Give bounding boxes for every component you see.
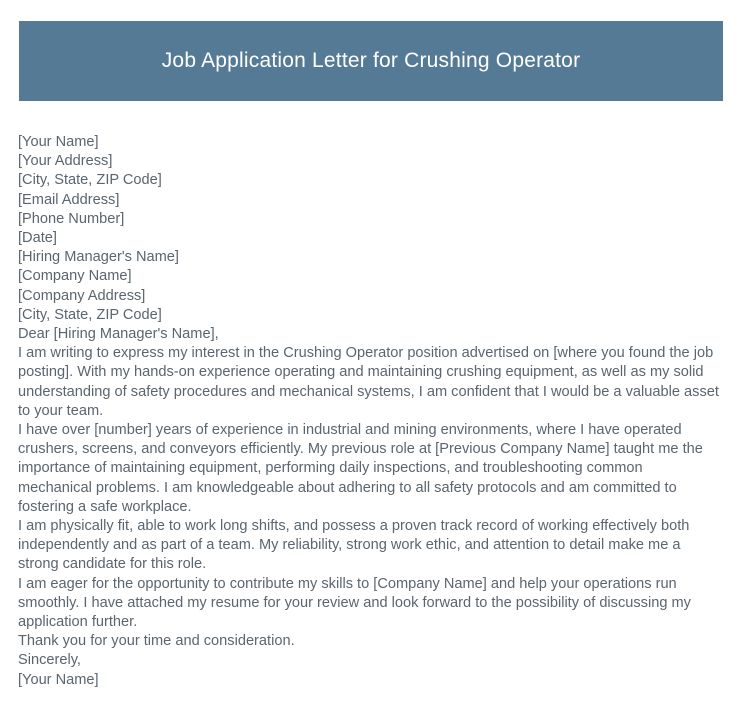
body-paragraph-1: I am writing to express my interest in the Crushing Operator position advertised on [where you found the job posting]. With my hands-on experience operating and maintaining crushing equipment, as well as my solid understanding of safety procedures and mechanical systems, I am confident that I would be a valuable asset to your team.	[18, 345, 719, 419]
recipient-line-company-address: [Company Address]	[18, 287, 146, 304]
body-paragraph-3: I am physically fit, able to work long shifts, and possess a proven track record of working effectively both independently and as part of a team. My reliability, strong work ethic, and attention to detail make me a strong candidate for this role.	[18, 518, 690, 573]
sender-line-phone: [Phone Number]	[18, 210, 125, 227]
signature-name: [Your Name]	[18, 671, 99, 688]
sender-line-city-state-zip: [City, State, ZIP Code]	[18, 172, 162, 189]
sender-line-name: [Your Name]	[18, 134, 99, 150]
recipient-address-block	[18, 248, 720, 325]
sender-line-date: [Date]	[18, 230, 57, 247]
closing-salutation: Sincerely,	[18, 652, 81, 669]
page-title: Job Application Letter for Crushing Operator	[161, 49, 581, 73]
document-header-banner	[19, 21, 723, 101]
salutation: Dear [Hiring Manager's Name],	[18, 326, 219, 343]
letter-body	[18, 133, 720, 690]
sender-address-block	[18, 133, 720, 248]
closing-thanks: Thank you for your time and consideration.	[18, 633, 295, 650]
body-paragraph-2: I have over [number] years of experience in industrial and mining environments, where I have operated crushers, screens, and conveyors efficiently. My previous role at [Previous Company Name] taught me the importance of maintaining equipment, performing daily inspections, and troubleshooting common mechanical problems. I am knowledgeable about adhering to all safety protocols and am committed to fostering a safe workplace.	[18, 422, 703, 515]
sender-line-email: [Email Address]	[18, 191, 120, 208]
recipient-line-city-state-zip: [City, State, ZIP Code]	[18, 306, 162, 323]
body-paragraph-4: I am eager for the opportunity to contribute my skills to [Company Name] and help your operations run smoothly. I have attached my resume for your review and look forward to the possibility of discussing my application further.	[18, 575, 691, 631]
recipient-line-company-name: [Company Name]	[18, 268, 132, 285]
recipient-line-manager-name: [Hiring Manager's Name]	[18, 249, 179, 266]
sender-line-address: [Your Address]	[18, 153, 113, 170]
